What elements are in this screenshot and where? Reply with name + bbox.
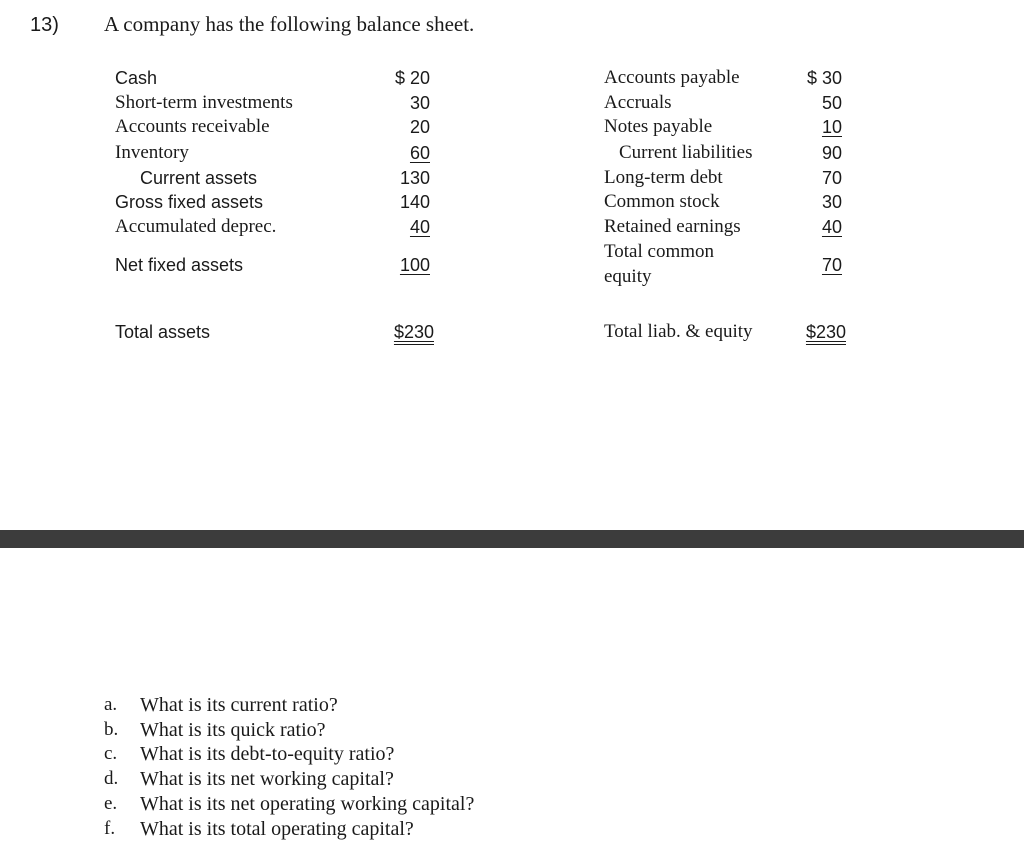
asset-label: Gross fixed assets xyxy=(115,192,264,212)
asset-value: 60 xyxy=(409,143,430,163)
liability-value: 10 xyxy=(821,117,842,137)
liability-value: 90 xyxy=(821,143,842,163)
total-assets-label: Total assets xyxy=(115,322,211,342)
liability-label: equity xyxy=(604,266,652,287)
total-liab-equity-label: Total liab. & equity xyxy=(604,321,753,342)
liability-label: Accruals xyxy=(604,92,672,113)
liability-value: 70 xyxy=(821,255,842,275)
liability-value: 30 xyxy=(821,192,842,212)
question-text: What is its current ratio? xyxy=(140,694,338,716)
question-letter: d. xyxy=(104,768,119,789)
question-text: What is its debt-to-equity ratio? xyxy=(140,743,395,765)
asset-value: 100 xyxy=(399,255,430,275)
total-assets-value: $230 xyxy=(393,322,434,342)
liability-label: Retained earnings xyxy=(604,216,741,237)
question-letter: f. xyxy=(104,818,116,839)
liability-subtotal-label: Current liabilities xyxy=(619,142,753,163)
asset-value: 20 xyxy=(409,117,430,137)
question-text: What is its net working capital? xyxy=(140,768,394,790)
asset-label: Cash xyxy=(115,68,158,88)
liability-label: Accounts payable xyxy=(604,67,740,88)
question-text: What is its quick ratio? xyxy=(140,719,326,741)
asset-value: 40 xyxy=(409,217,430,237)
question-number: 13) xyxy=(30,14,59,36)
question-text: What is its net operating working capital? xyxy=(140,793,475,815)
question-prompt: A company has the following balance sheet. xyxy=(104,12,475,36)
question-letter: b. xyxy=(104,719,119,740)
asset-subtotal-label: Net fixed assets xyxy=(115,255,244,275)
asset-value: $ 20 xyxy=(394,68,430,88)
asset-value: 130 xyxy=(399,168,430,188)
question-text: What is its total operating capital? xyxy=(140,818,414,840)
liability-label: Total common xyxy=(604,241,715,262)
liability-value: $ 30 xyxy=(806,68,842,88)
liability-label: Common stock xyxy=(604,191,720,212)
asset-label: Accounts receivable xyxy=(115,116,270,137)
question-letter: e. xyxy=(104,793,118,814)
liability-value: 40 xyxy=(821,217,842,237)
liability-value: 50 xyxy=(821,93,842,113)
liability-value: 70 xyxy=(821,168,842,188)
asset-label: Short-term investments xyxy=(115,92,293,113)
asset-label: Accumulated deprec. xyxy=(115,216,277,237)
asset-value: 140 xyxy=(399,192,430,212)
asset-value: 30 xyxy=(409,93,430,113)
liability-label: Notes payable xyxy=(604,116,713,137)
total-liab-equity-value: $230 xyxy=(805,322,846,342)
question-letter: a. xyxy=(104,694,118,715)
asset-label: Inventory xyxy=(115,142,189,163)
liability-label: Long-term debt xyxy=(604,167,723,188)
question-letter: c. xyxy=(104,743,118,764)
asset-subtotal-label: Current assets xyxy=(140,168,258,188)
page-divider xyxy=(0,530,1024,548)
